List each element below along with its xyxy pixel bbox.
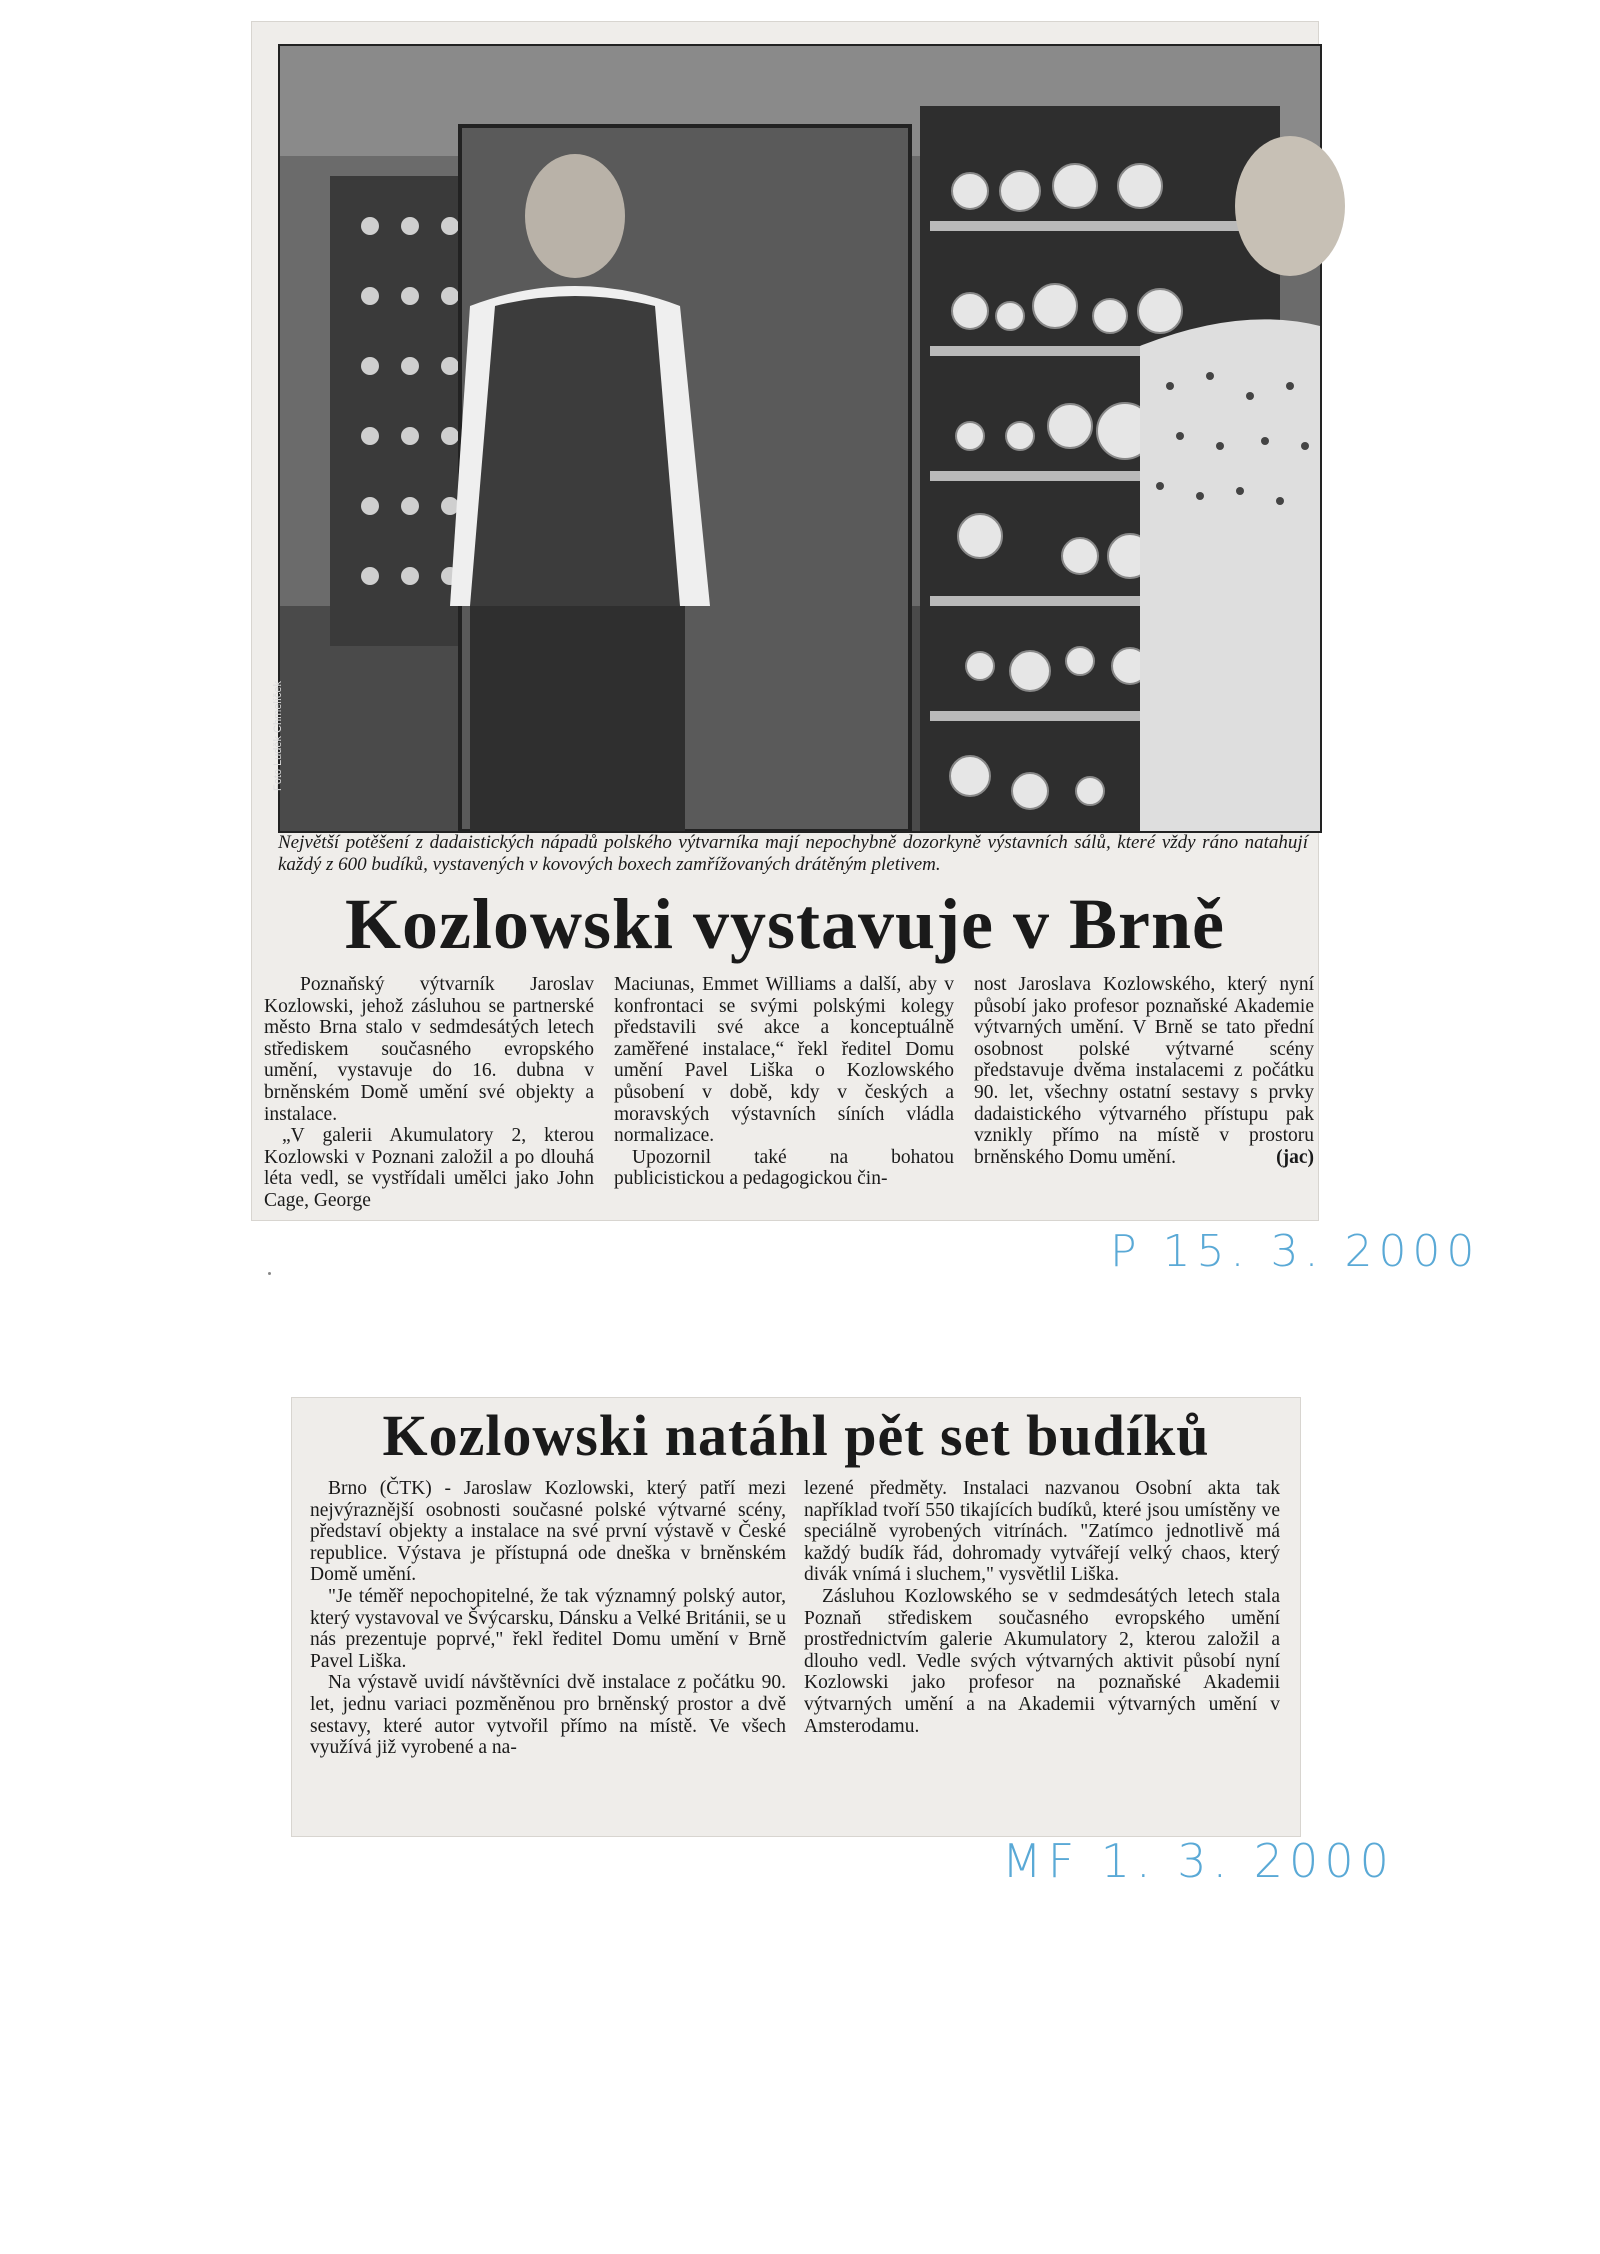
photo-credit: Foto Luděk Chmelíček xyxy=(272,680,284,791)
paragraph xyxy=(974,974,1314,1168)
paragraph: „V galerii Akumulatory 2, kterou Kozlowski v Poznani založil a po dlouhá léta vedl, se vystřídali umělci jako John Cage, George xyxy=(264,1125,594,1211)
author-signature: (jac) xyxy=(1276,1146,1314,1168)
paragraph: Na výstavě uvidí návštěvníci dvě instalace z počátku 90. let, jednu variaci pozměněnou pro brněnský prostor a dvě sestavy, které autor vytvořil přímo na místě. Ve všech využívá již vyrobené a na- xyxy=(310,1672,786,1759)
photo-illustration xyxy=(280,46,1320,831)
paragraph-text: nost Jaroslava Kozlowského, který nyní působí jako profesor poznaňské Akademie výtvarných umění. V Brně se tato přední osobnost polské výtvarné scény představuje dvěma instalacemi z počátku 90. let, všechny ostatní sestavy s prvky dadaistického výtvarného přístupu pak vznikly přímo na místě v prostoru brněnského Domu umění. xyxy=(974,974,1314,1168)
paragraph: lezené předměty. Instalaci nazvanou Osobní akta tak například tvoří 550 tikajících budíků, které jsou umístěny ve speciálně vyrobených vitrínách. "Zatímco jednotlivě má každý budík řád, dohromady vytvářejí velký chaos, který divák vnímá i sluchem," vysvětlil Liška. xyxy=(804,1478,1280,1586)
headline: Kozlowski natáhl pět set budíků xyxy=(382,1403,1210,1468)
paragraph: Brno (ČTK) - Jaroslaw Kozlowski, který patří mezi nejvýraznější osobnosti současné polské výtvarné scény, představí objekty a instalace na své první výstavě v České republice. Výstava je přístupná ode dneška v brněnském Domě umění. xyxy=(310,1478,786,1586)
newspaper-clipping-1 xyxy=(252,22,1318,1220)
article-column-2 xyxy=(614,974,954,1190)
headline: Kozlowski vystavuje v Brně xyxy=(345,884,1225,964)
paragraph: Zásluhou Kozlowského se v sedmdesátých letech stala Poznaň střediskem současného evropského umění prostřednictvím galerie Akumulatory 2, kterou založil a dlouho vedl. Vedle svých výtvarných aktivit působí nyní Kozlowski jako profesor na poznaňské Akademii výtvarných umění a na Akademii výtvarných umění v Amsterodamu. xyxy=(804,1585,1280,1737)
newspaper-clipping-2 xyxy=(292,1398,1300,1836)
paragraph: "Je téměř nepochopitelné, že tak významný polský autor, který vystavoval ve Švýcarsku, Dánsku a Velké Británii, se u nás prezentuje poprvé," řekl ředitel Domu umění v Brně Pavel Liška. xyxy=(310,1585,786,1672)
article-column-1 xyxy=(310,1478,786,1759)
handwritten-date-note: MF 1. 3. 2000 xyxy=(1002,1834,1395,1888)
photo-caption: Největší potěšení z dadaistických nápadů polského výtvarníka mají nepochybně dozorkyně výstavních sálů, které vždy ráno natahují každý z 600 budíků, vystavených v kovových boxech zamřížovaných drátěným pletivem. xyxy=(278,832,1308,875)
article-column-2 xyxy=(804,1478,1280,1737)
handwritten-date-note: P 15. 3. 2000 xyxy=(1110,1226,1481,1277)
paragraph: Upozornil také na bohatou publicistickou a pedagogickou čin- xyxy=(614,1146,954,1190)
paper-speck xyxy=(268,1272,271,1275)
paragraph: Poznaňský výtvarník Jaroslav Kozlowski, jehož zásluhou se partnerské město Brna stalo v sedmdesátých letech střediskem současného evropského umění, vystavuje do 16. dubna v brněnském Domě umění své objekty a instalace. xyxy=(264,974,594,1125)
exhibition-photo xyxy=(272,44,1322,833)
article-column-3 xyxy=(974,974,1314,1168)
article-column-1 xyxy=(252,974,594,1212)
paragraph: Maciunas, Emmet Williams a další, aby v konfrontaci se svými polskými kolegy představili své akce a konceptuálně zaměřené instalace,“ řekl ředitel Domu umění Pavel Liška o Kozlowského působení v době, kdy v českých a moravských výstavních síních vládla normalizace. xyxy=(614,974,954,1147)
